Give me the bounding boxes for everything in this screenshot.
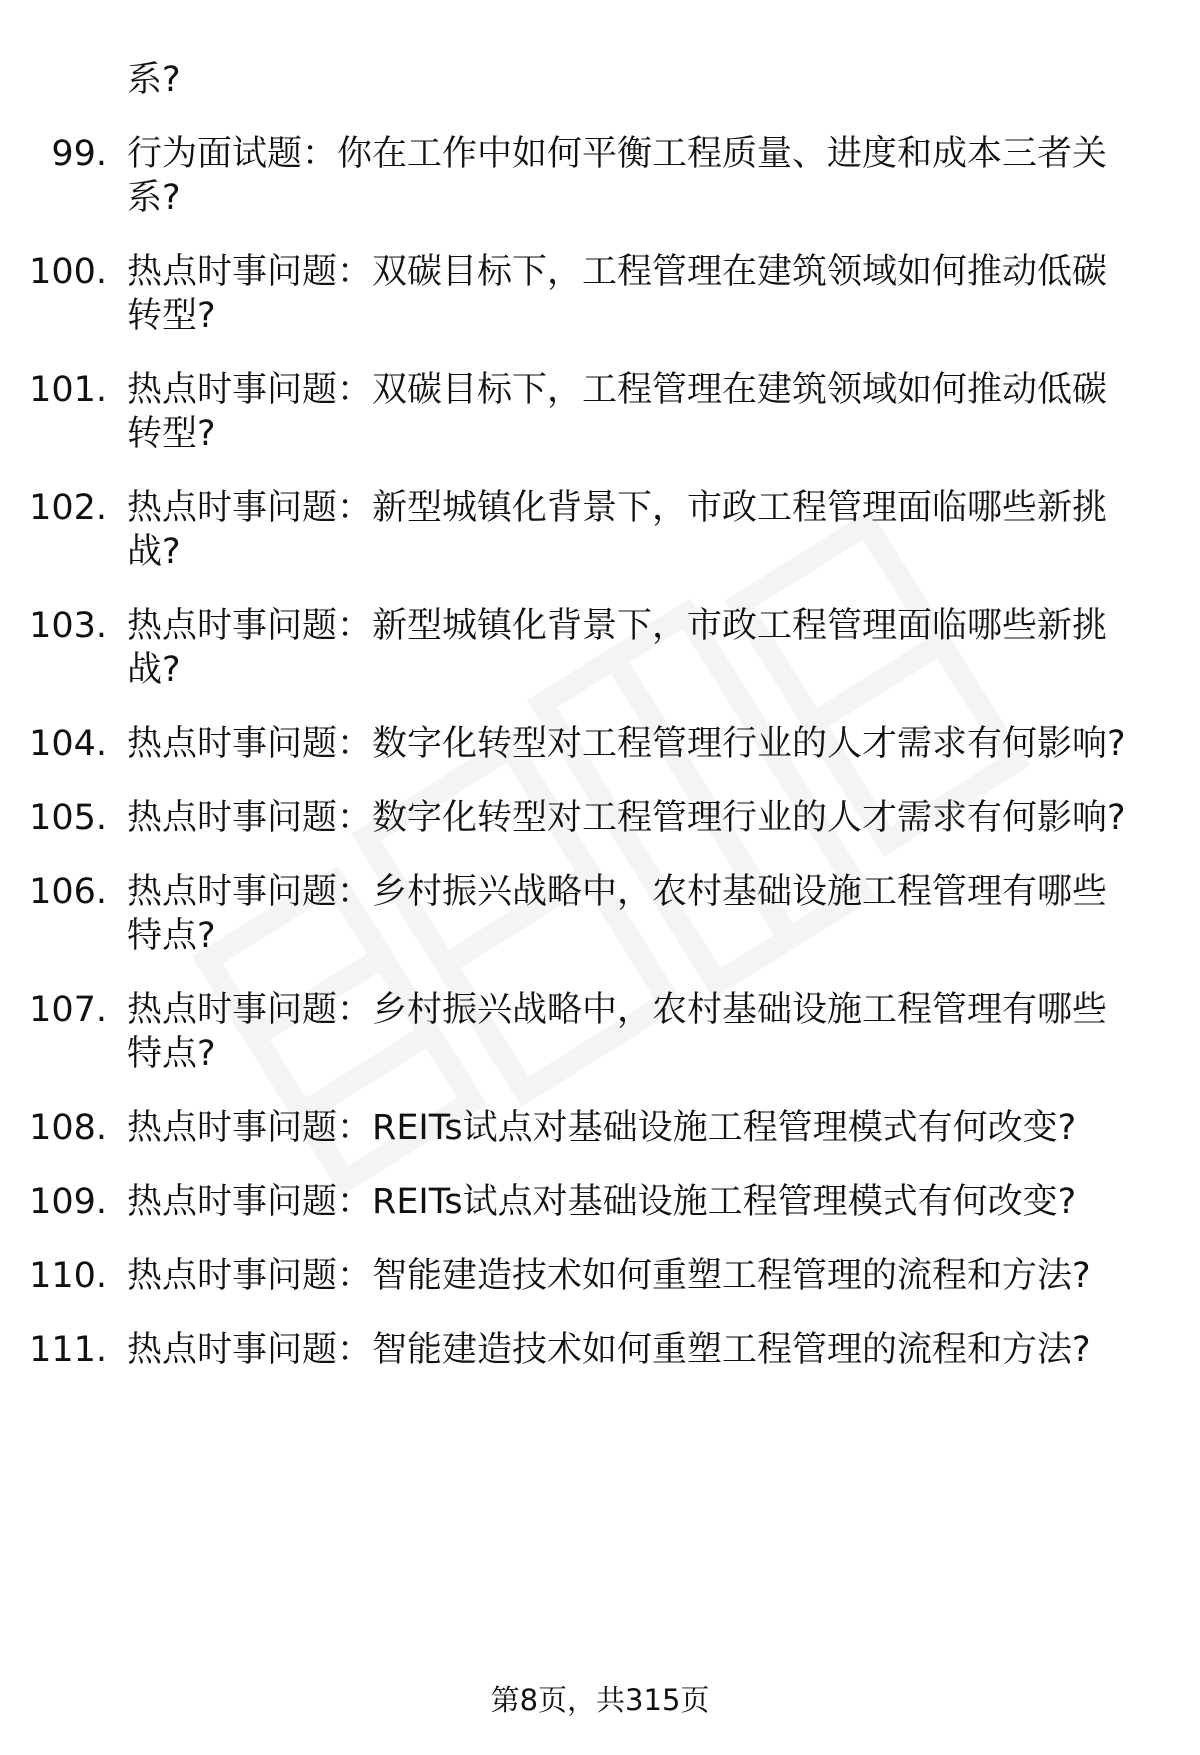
question-text: 热点时事问题：REITs试点对基础设施工程管理模式有何改变? — [127, 1108, 1077, 1148]
question-number: 108. — [29, 1108, 107, 1148]
question-text: 热点时事问题：新型城镇化背景下，市政工程管理面临哪些新挑战? — [127, 488, 1108, 572]
question-number: 106. — [29, 872, 107, 912]
list-item — [0, 250, 1200, 338]
list-item — [0, 988, 1200, 1076]
question-text: 热点时事问题：数字化转型对工程管理行业的人才需求有何影响? — [127, 724, 1126, 764]
list-item — [0, 1254, 1200, 1298]
question-list — [0, 58, 1200, 1372]
list-item — [0, 132, 1200, 220]
list-item — [0, 1328, 1200, 1372]
question-number: 104. — [29, 724, 107, 764]
question-text: 热点时事问题：新型城镇化背景下，市政工程管理面临哪些新挑战? — [127, 606, 1108, 690]
question-number: 99. — [51, 134, 107, 174]
question-text: 热点时事问题：双碳目标下，工程管理在建筑领域如何推动低碳转型? — [127, 252, 1108, 336]
question-number: 111. — [29, 1330, 107, 1370]
page-footer: 第8页，共315页 — [490, 1683, 710, 1717]
question-number: 107. — [29, 990, 107, 1030]
list-item — [0, 1106, 1200, 1150]
list-item — [0, 486, 1200, 574]
list-item-continuation — [0, 58, 1200, 102]
question-number: 100. — [29, 252, 107, 292]
list-item — [0, 604, 1200, 692]
list-item — [0, 722, 1200, 766]
question-text: 热点时事问题：智能建造技术如何重塑工程管理的流程和方法? — [127, 1330, 1091, 1370]
question-text: 热点时事问题：乡村振兴战略中，农村基础设施工程管理有哪些特点? — [127, 872, 1108, 956]
question-text: 行为面试题：你在工作中如何平衡工程质量、进度和成本三者关系? — [127, 134, 1108, 218]
question-number: 102. — [29, 488, 107, 528]
question-number: 109. — [29, 1182, 107, 1222]
question-text: 热点时事问题：REITs试点对基础设施工程管理模式有何改变? — [127, 1182, 1077, 1222]
question-number: 105. — [29, 798, 107, 838]
question-text: 热点时事问题：智能建造技术如何重塑工程管理的流程和方法? — [127, 1256, 1091, 1296]
question-number: 103. — [29, 606, 107, 646]
list-item — [0, 870, 1200, 958]
question-text: 热点时事问题：数字化转型对工程管理行业的人才需求有何影响? — [127, 798, 1126, 838]
question-text: 系? — [127, 60, 181, 100]
question-number: 110. — [29, 1256, 107, 1296]
list-item — [0, 1180, 1200, 1224]
question-text: 热点时事问题：乡村振兴战略中，农村基础设施工程管理有哪些特点? — [127, 990, 1108, 1074]
question-number: 101. — [29, 370, 107, 410]
question-text: 热点时事问题：双碳目标下，工程管理在建筑领域如何推动低碳转型? — [127, 370, 1108, 454]
list-item — [0, 796, 1200, 840]
list-item — [0, 368, 1200, 456]
